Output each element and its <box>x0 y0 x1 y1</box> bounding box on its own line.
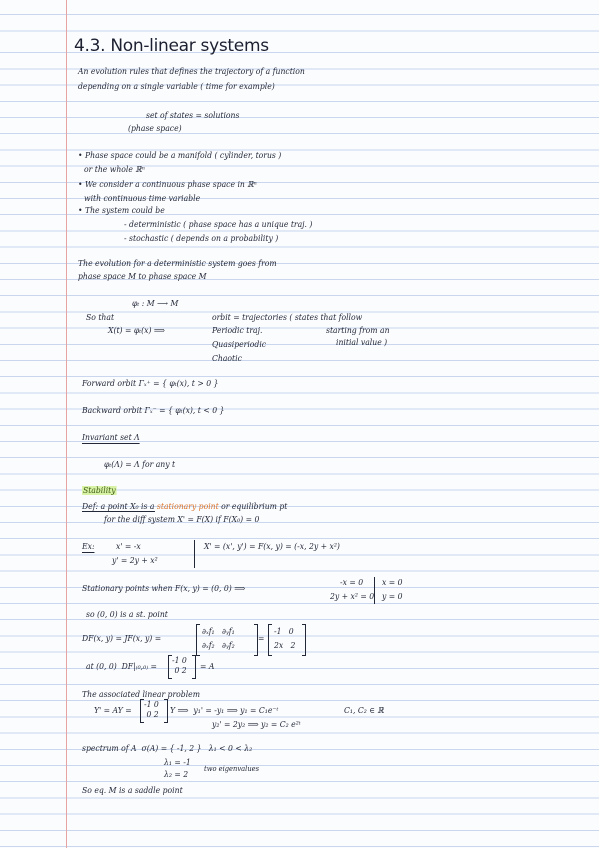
text-line: The evolution for a deterministic system goes from <box>78 259 277 268</box>
text-line: depending on a single variable ( time for example) <box>78 82 275 91</box>
matrix-bracket-right <box>302 624 306 656</box>
text-line: Periodic traj. <box>212 326 263 335</box>
math-line: DF(x, y) = JF(x, y) = <box>82 634 162 643</box>
matrix-row: ∂ₓf₂ ∂ᵧf₂ <box>202 641 235 650</box>
math-line: x' = -x <box>116 542 141 551</box>
text-line: set of states = solutions <box>146 111 240 120</box>
math-line: Y ⟹ y₁' = -y₁ ⟹ y₁ = C₁e⁻ᵗ <box>170 706 279 715</box>
math-line: φₜ(Λ) = Λ for any t <box>104 460 176 469</box>
matrix-row: -1 0 <box>144 700 159 709</box>
math-line: y' = 2y + x² <box>112 556 158 565</box>
definition-text: Def: a point X₀ is a <box>82 502 155 511</box>
margin-line <box>66 0 67 848</box>
math-line: x = 0 <box>382 578 403 587</box>
heading-line: Invariant set Λ <box>82 433 140 442</box>
system-brace <box>194 540 195 568</box>
text-line: - deterministic ( phase space has a unique traj. ) <box>124 220 313 229</box>
text-line: So eq. M is a saddle point <box>82 786 183 795</box>
math-line: at (0, 0) DF|₍₀,₀₎ = <box>86 662 157 671</box>
text-line: Chaotic <box>212 354 242 363</box>
math-line: -x = 0 <box>340 578 364 587</box>
matrix-row: 0 2 <box>144 710 159 719</box>
matrix-bracket-right <box>192 655 196 679</box>
annotation-text: two eigenvalues <box>204 765 260 773</box>
math-line: 2y + x² = 0 <box>330 592 375 601</box>
math-line: = <box>258 634 265 643</box>
example-label: Ex: <box>82 542 95 551</box>
definition-line <box>82 502 287 512</box>
math-line: y₂' = 2y₂ ⟹ y₂ = C₂ e²ᵗ <box>212 720 301 729</box>
math-line: Y' = AY = <box>94 706 132 715</box>
text-line: Quasiperiodic <box>212 340 267 349</box>
math-line: so (0, 0) is a st. point <box>86 610 168 619</box>
section-heading <box>82 486 117 496</box>
system-brace <box>374 577 375 604</box>
stationary-point-term: stationary point <box>156 502 219 511</box>
matrix-bracket-left <box>196 624 200 656</box>
page-title: 4.3. Non-linear systems <box>74 36 269 56</box>
math-line: X' = (x', y') = F(x, y) = (-x, 2y + x²) <box>204 542 340 551</box>
definition-text: or equilibrium pt <box>221 502 288 511</box>
text-line: phase space M to phase space M <box>78 272 207 281</box>
text-line: orbit = trajectories ( states that follow <box>212 313 363 322</box>
math-line: λ₁ = -1 <box>164 758 191 767</box>
text-line: The associated linear problem <box>82 690 200 699</box>
matrix-bracket-right <box>164 699 168 723</box>
text-line: starting from an <box>326 326 390 335</box>
math-line: Forward orbit Γₓ⁺ = { φₜ(x), t > 0 } <box>82 379 219 388</box>
matrix-row: 0 2 <box>172 666 187 675</box>
matrix-bracket-left <box>268 624 272 656</box>
text-line: An evolution rules that defines the trajectory of a function <box>78 67 305 76</box>
math-line: Stationary points when F(x, y) = (0, 0) ⟹ <box>82 584 246 593</box>
math-line: C₁, C₂ ∈ ℝ <box>344 706 384 715</box>
text-line: - stochastic ( depends on a probability ) <box>124 234 279 243</box>
math-line: spectrum of A σ(A) = { -1, 2 } λ₁ < 0 < λ₂ <box>82 744 253 753</box>
matrix-row: 2x 2 <box>274 641 296 650</box>
bullet-line: • The system could be <box>78 206 165 215</box>
matrix-row: ∂ₓf₁ ∂ᵧf₁ <box>202 627 235 636</box>
math-line: φₜ : M ⟶ M <box>132 299 179 308</box>
bullet-line: • Phase space could be a manifold ( cylinder, torus ) <box>78 151 282 160</box>
matrix-row: -1 0 <box>172 656 187 665</box>
math-line: = A <box>200 662 215 671</box>
text-line: So that <box>86 313 115 322</box>
text-line: with continuous time variable <box>84 194 201 203</box>
text-line: initial value ) <box>336 338 388 347</box>
text-line: (phase space) <box>128 124 182 133</box>
math-line: λ₂ = 2 <box>164 770 189 779</box>
math-line: Backward orbit Γₓ⁻ = { φₜ(x), t < 0 } <box>82 406 225 415</box>
math-line: X(t) = φₜ(x) ⟹ <box>108 326 165 335</box>
highlighted-heading: Stability <box>82 486 116 495</box>
math-line: for the diff system X' = F(X) if F(X₀) = 0 <box>104 515 260 524</box>
text-line: or the whole ℝⁿ <box>84 165 145 174</box>
matrix-row: -1 0 <box>274 627 294 636</box>
math-line: y = 0 <box>382 592 403 601</box>
bullet-line: • We consider a continuous phase space in ℝⁿ <box>78 180 257 189</box>
